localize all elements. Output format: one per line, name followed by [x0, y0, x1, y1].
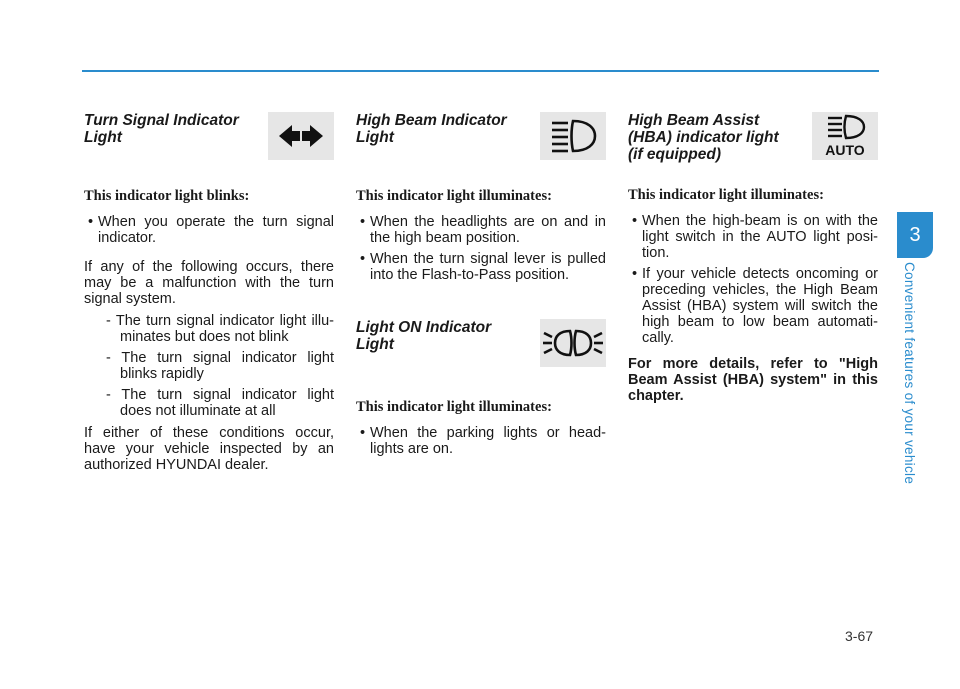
chapter-tab [897, 212, 933, 258]
high-beam-auto-icon [812, 112, 878, 160]
list-item: • When the high-beam is on with the light switch in the AUTO light posi-tion. [628, 213, 878, 261]
hba-title-line1: High Beam Assist [628, 112, 760, 129]
light-on-lead: This indicator light illuminates: [356, 399, 552, 415]
list-item: - The turn signal indicator light illu-minates but does not blink [106, 313, 334, 345]
light-on-section [356, 319, 606, 457]
turn-signal-bullets [84, 214, 334, 246]
high-beam-column [356, 112, 606, 462]
hba-note: For more details, refer to "High Beam Assist (HBA) system" in this chapter. [628, 356, 878, 404]
chapter-number: 3 [909, 224, 921, 246]
high-beam-title-line1: High Beam Indicator [356, 112, 507, 129]
hba-title [628, 112, 803, 163]
page-number: 3-67 [845, 628, 874, 644]
turn-signal-title-line2: Light [84, 129, 122, 146]
list-item: • When the headlights are on and in the high beam position. [356, 214, 606, 246]
hba-title-line3: (if equipped) [628, 146, 721, 163]
high-beam-header [356, 112, 606, 162]
hba-bullets [628, 213, 878, 346]
hba-section [628, 112, 878, 404]
turn-signal-section [84, 112, 334, 479]
list-item: - The turn signal indicator light does not illuminate at all [106, 387, 334, 419]
turn-signal-arrows-icon [268, 112, 334, 160]
turn-signal-para2: If either of these conditions occur, have your vehicle inspected by an authorized HYUNDAI dealer. [84, 425, 334, 473]
high-beam-title [356, 112, 531, 146]
list-item: - The turn signal indicator light blinks rapidly [106, 350, 334, 382]
list-item: • When the parking lights or head-lights are on. [356, 425, 606, 457]
light-on-bullets [356, 425, 606, 457]
light-on-header [356, 319, 606, 369]
hba-title-line2: (HBA) indicator light [628, 129, 779, 146]
light-on-title-line2: Light [356, 336, 394, 353]
high-beam-lead: This indicator light illuminates: [356, 188, 552, 204]
turn-signal-title [84, 112, 259, 146]
turn-signal-para1: If any of the following occurs, there may be a malfunction with the turn signal system. [84, 259, 334, 307]
light-on-title-line1: Light ON Indicator [356, 319, 492, 336]
top-rule [82, 70, 879, 72]
turn-signal-header [84, 112, 334, 162]
chapter-side-label: Convenient features of your vehicle [902, 262, 917, 485]
turn-signal-lead: This indicator light blinks: [84, 188, 250, 204]
high-beam-title-line2: Light [356, 129, 394, 146]
list-item: • If your vehicle detects oncoming or preceding vehicles, the High Beam Assist (HBA) system will switch the high beam to low beam automati-cally. [628, 266, 878, 346]
auto-label: AUTO [825, 142, 865, 158]
turn-signal-title-line1: Turn Signal Indicator [84, 112, 239, 129]
high-beam-icon [540, 112, 606, 160]
hba-header [628, 112, 878, 163]
list-item: • When the turn signal lever is pulled into the Flash-to-Pass position. [356, 251, 606, 283]
list-item: • When you operate the turn signal indicator. [84, 214, 334, 246]
high-beam-bullets [356, 214, 606, 283]
parking-light-icon [540, 319, 606, 367]
light-on-title [356, 319, 531, 353]
hba-lead: This indicator light illuminates: [628, 187, 824, 203]
